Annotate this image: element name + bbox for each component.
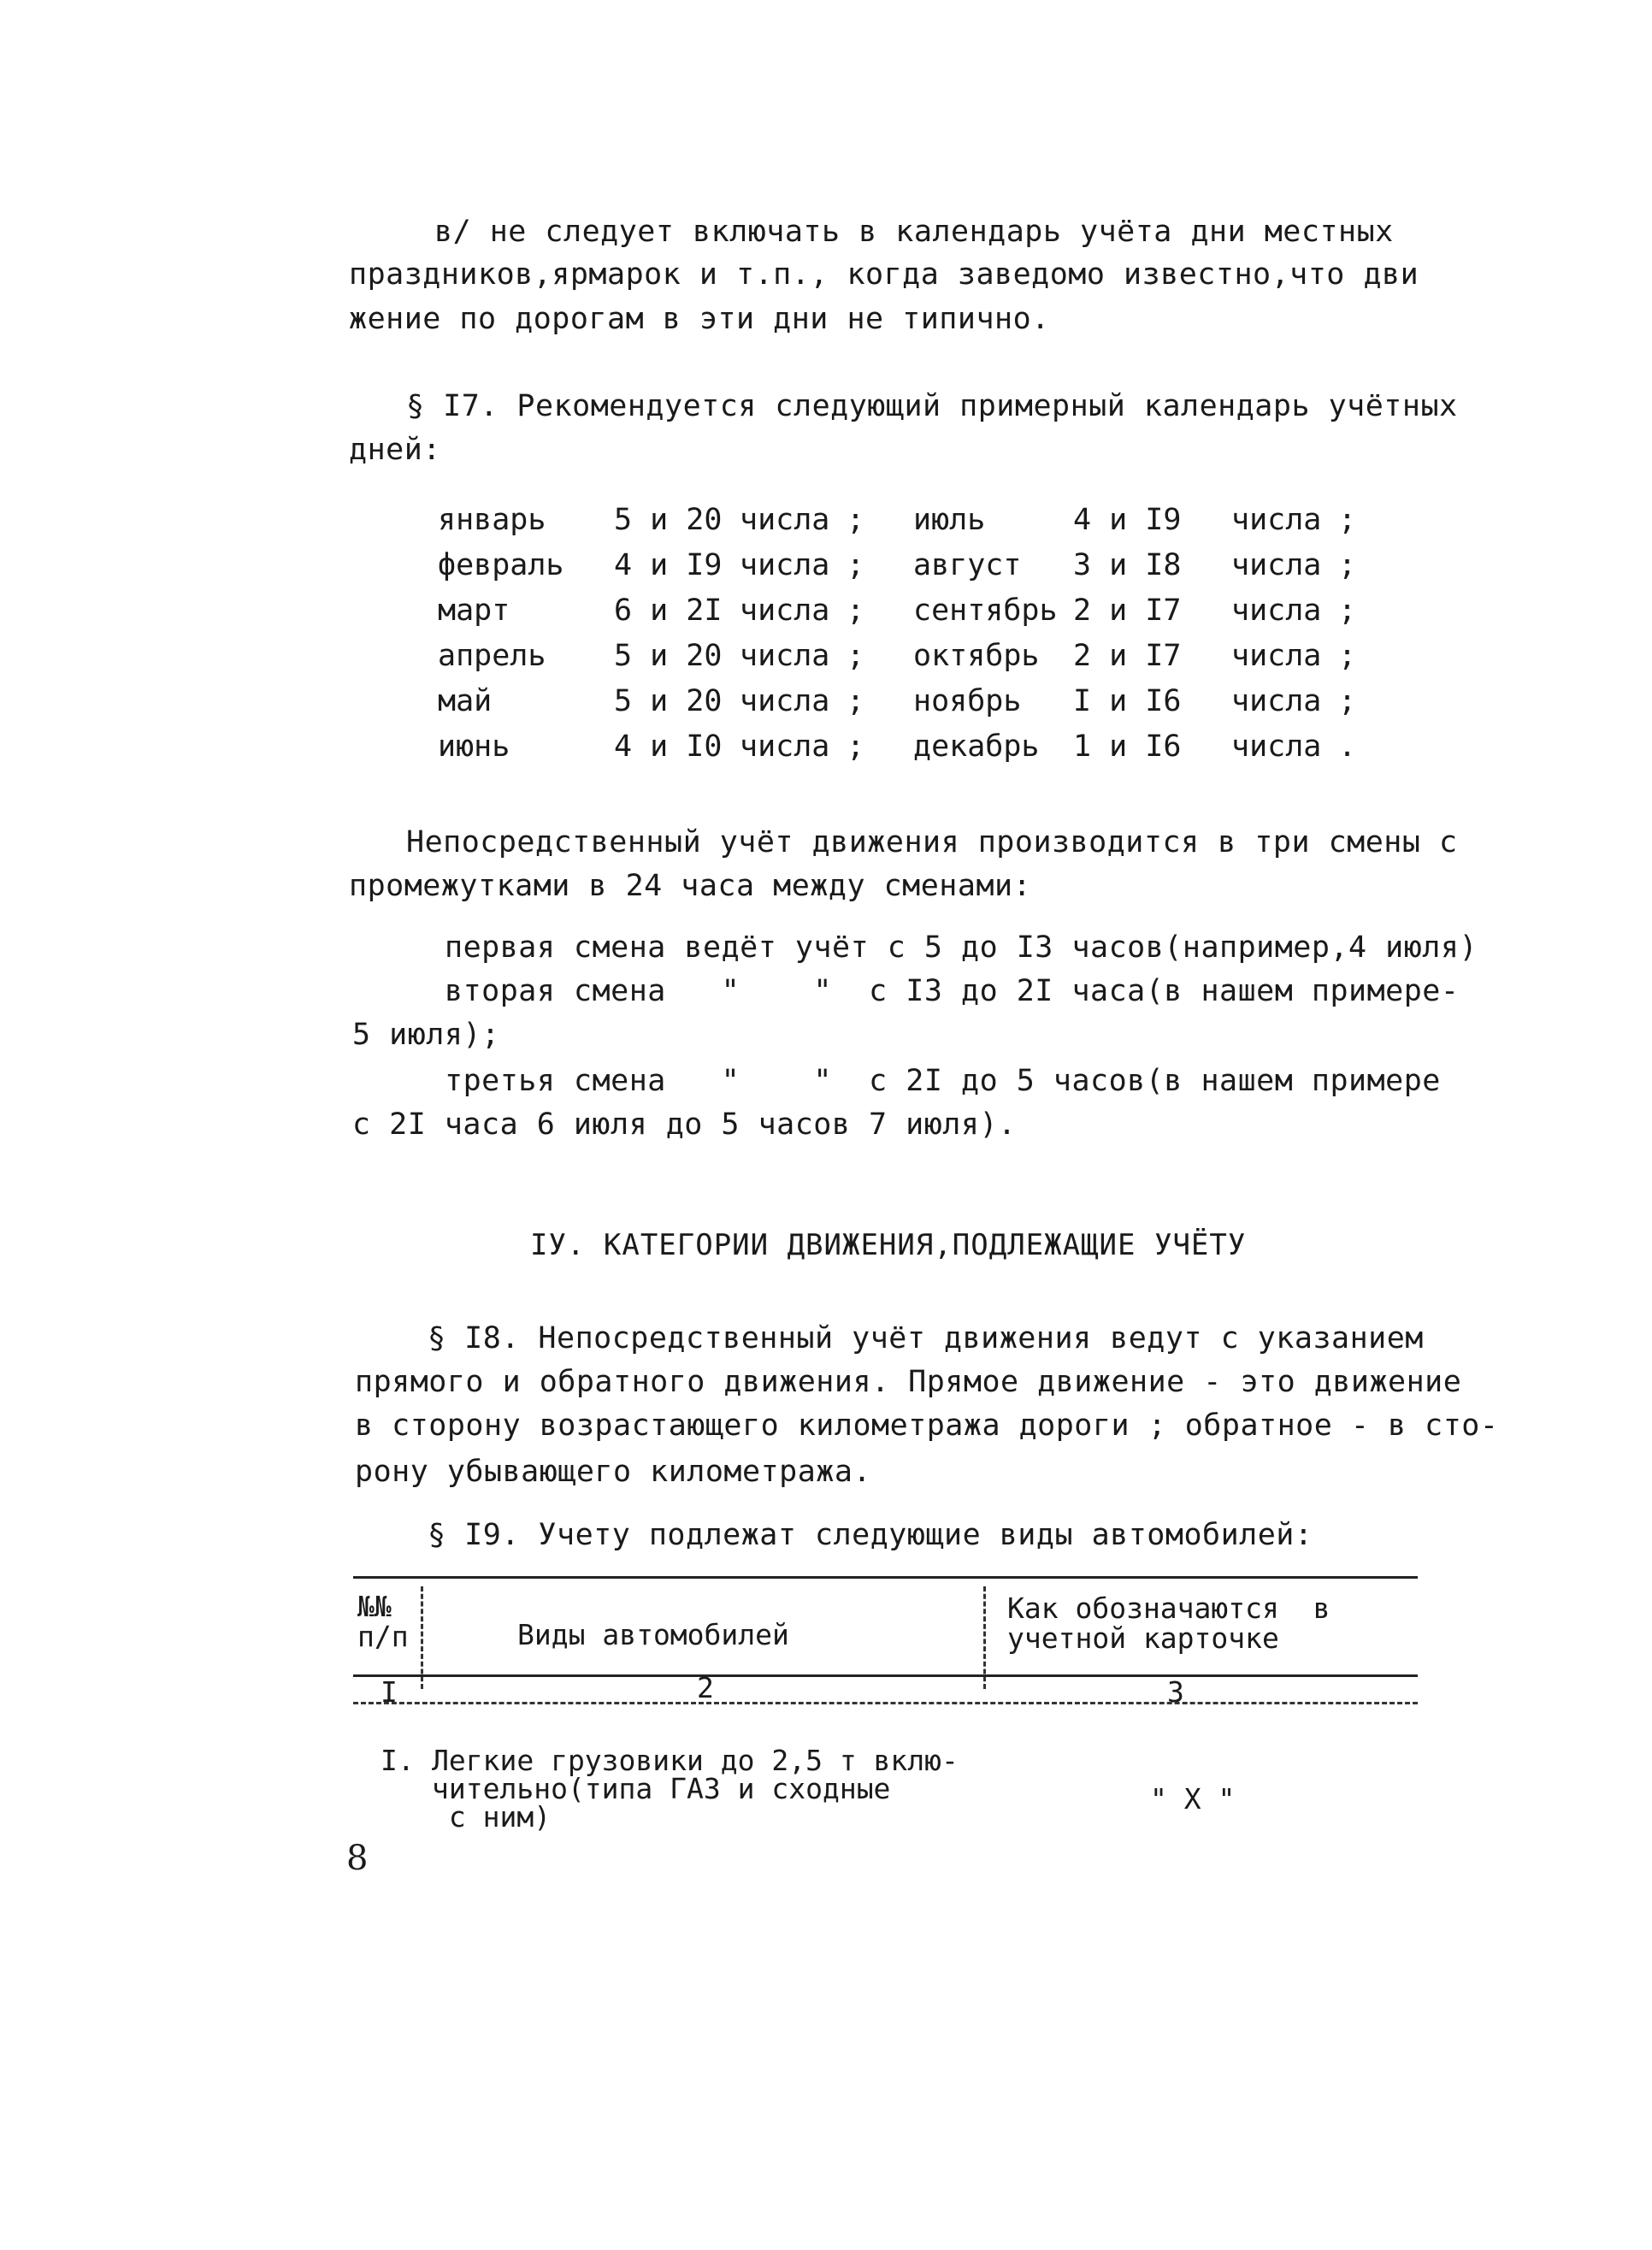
page-number: 8 <box>346 1839 369 1878</box>
calendar-month: декабрь <box>913 729 1040 764</box>
calendar-end: ; <box>1338 548 1357 582</box>
table-row-mark: " X " <box>1150 1782 1236 1816</box>
header-mark-line-2: учетной карточке <box>1007 1621 1279 1655</box>
calendar-month: август <box>913 548 1022 582</box>
table-row-kind-line-2: чительно(типа ГАЗ и сходные <box>432 1772 891 1805</box>
calendar-days: I и I6 <box>1073 684 1182 718</box>
calendar-days: 2 и I7 <box>1073 639 1182 673</box>
header-num-line-2: п/п <box>357 1620 409 1653</box>
calendar-unit: числа <box>740 503 830 537</box>
calendar-unit: числа <box>1231 684 1322 718</box>
calendar-days: 6 и 2I <box>614 594 723 628</box>
calendar-unit: числа <box>1231 503 1322 537</box>
calendar-end: ; <box>847 548 865 582</box>
para-18-line-1: § I8. Непосредственный учёт движения ведут с указанием <box>428 1321 1424 1355</box>
calendar-end: ; <box>1338 594 1357 628</box>
calendar-end: ; <box>847 729 865 764</box>
table-top-rule <box>353 1576 1418 1579</box>
para-b-line-2: праздников,ярмарок и т.п., когда заведомо известно,что дви <box>349 257 1419 292</box>
para-shifts-line-2: промежутками в 24 часа между сменами: <box>349 869 1032 903</box>
calendar-unit: числа <box>740 548 830 582</box>
para-17-line-1: § I7. Рекомендуется следующий примерный календарь учётных <box>406 389 1458 423</box>
calendar-days: 5 и 20 <box>614 503 723 537</box>
para-shifts-line-1: Непосредственный учёт движения производится в три смены с <box>406 825 1458 859</box>
calendar-month: июль <box>913 503 986 537</box>
calendar-month: июнь <box>438 729 510 764</box>
calendar-unit: числа <box>1231 594 1322 628</box>
table-col-divider <box>421 1586 423 1689</box>
table-header-rule <box>353 1674 1418 1677</box>
calendar-days: 4 и I0 <box>614 729 723 764</box>
calendar-month: сентябрь <box>913 594 1058 628</box>
para-shifts-line-3: первая смена ведёт учёт с 5 до I3 часов(например,4 июля) <box>445 930 1478 965</box>
para-shifts-line-5: 5 июля); <box>352 1018 500 1052</box>
calendar-end: ; <box>847 594 865 628</box>
column-number: I <box>381 1675 398 1709</box>
para-17-line-2: дней: <box>349 433 441 467</box>
calendar-month: февраль <box>438 548 564 582</box>
para-b-line-3: жение по дорогам в эти дни не типично. <box>349 302 1050 336</box>
header-mark-line-1: Как обозначаются в <box>1007 1592 1330 1625</box>
calendar-end: ; <box>847 684 865 718</box>
para-shifts-line-6: третья смена " " с 2I до 5 часов(в нашем примере <box>445 1064 1441 1098</box>
calendar-month: октябрь <box>913 639 1040 673</box>
column-number: 2 <box>697 1671 714 1704</box>
calendar-unit: числа <box>740 594 830 628</box>
calendar-end: ; <box>1338 639 1357 673</box>
table-row-kind-line-1: Легкие грузовики до 2,5 т вклю- <box>432 1744 959 1777</box>
para-shifts-line-7: с 2I часа 6 июля до 5 часов 7 июля). <box>352 1107 1017 1142</box>
calendar-month: апрель <box>438 639 546 673</box>
para-18-line-2: прямого и обратного движения. Прямое движение - это движение <box>355 1365 1462 1399</box>
table-numbering-rule <box>353 1702 1418 1704</box>
calendar-unit: числа <box>1231 729 1322 764</box>
table-row-kind-line-3: с ним) <box>432 1800 552 1834</box>
para-shifts-line-4: вторая смена " " с I3 до 2I часа(в нашем примере- <box>445 974 1460 1008</box>
calendar-unit: числа <box>740 729 830 764</box>
calendar-end: ; <box>847 503 865 537</box>
calendar-end: ; <box>1338 503 1357 537</box>
calendar-days: 2 и I7 <box>1073 594 1182 628</box>
header-num-line-1: №№ <box>357 1590 392 1623</box>
calendar-days: 4 и I9 <box>614 548 723 582</box>
calendar-days: 3 и I8 <box>1073 548 1182 582</box>
calendar-month: ноябрь <box>913 684 1022 718</box>
calendar-end: ; <box>1338 684 1357 718</box>
para-18-line-4: рону убывающего километража. <box>355 1455 872 1489</box>
calendar-month: март <box>438 594 510 628</box>
section-heading: IУ. КАТЕГОРИИ ДВИЖЕНИЯ,ПОДЛЕЖАЩИЕ УЧЁТУ <box>530 1228 1247 1262</box>
calendar-days: 4 и I9 <box>1073 503 1182 537</box>
table-row-num: I. <box>381 1744 415 1777</box>
para-19: § I9. Учету подлежат следующие виды автомобилей: <box>428 1518 1313 1552</box>
calendar-days: 5 и 20 <box>614 684 723 718</box>
table-col-divider <box>983 1586 986 1689</box>
calendar-unit: числа <box>1231 639 1322 673</box>
calendar-days: 5 и 20 <box>614 639 723 673</box>
calendar-end: ; <box>847 639 865 673</box>
para-18-line-3: в сторону возрастающего километража дороги ; обратное - в сто- <box>355 1408 1499 1443</box>
column-number: 3 <box>1167 1675 1184 1709</box>
header-kind: Виды автомобилей <box>517 1618 789 1651</box>
calendar-end: . <box>1338 729 1357 764</box>
calendar-month: январь <box>438 503 546 537</box>
calendar-unit: числа <box>740 639 830 673</box>
calendar-unit: числа <box>740 684 830 718</box>
calendar-month: май <box>438 684 493 718</box>
calendar-unit: числа <box>1231 548 1322 582</box>
calendar-days: 1 и I6 <box>1073 729 1182 764</box>
para-b-line-1: в/ не следует включать в календарь учёта дни местных <box>434 215 1394 249</box>
